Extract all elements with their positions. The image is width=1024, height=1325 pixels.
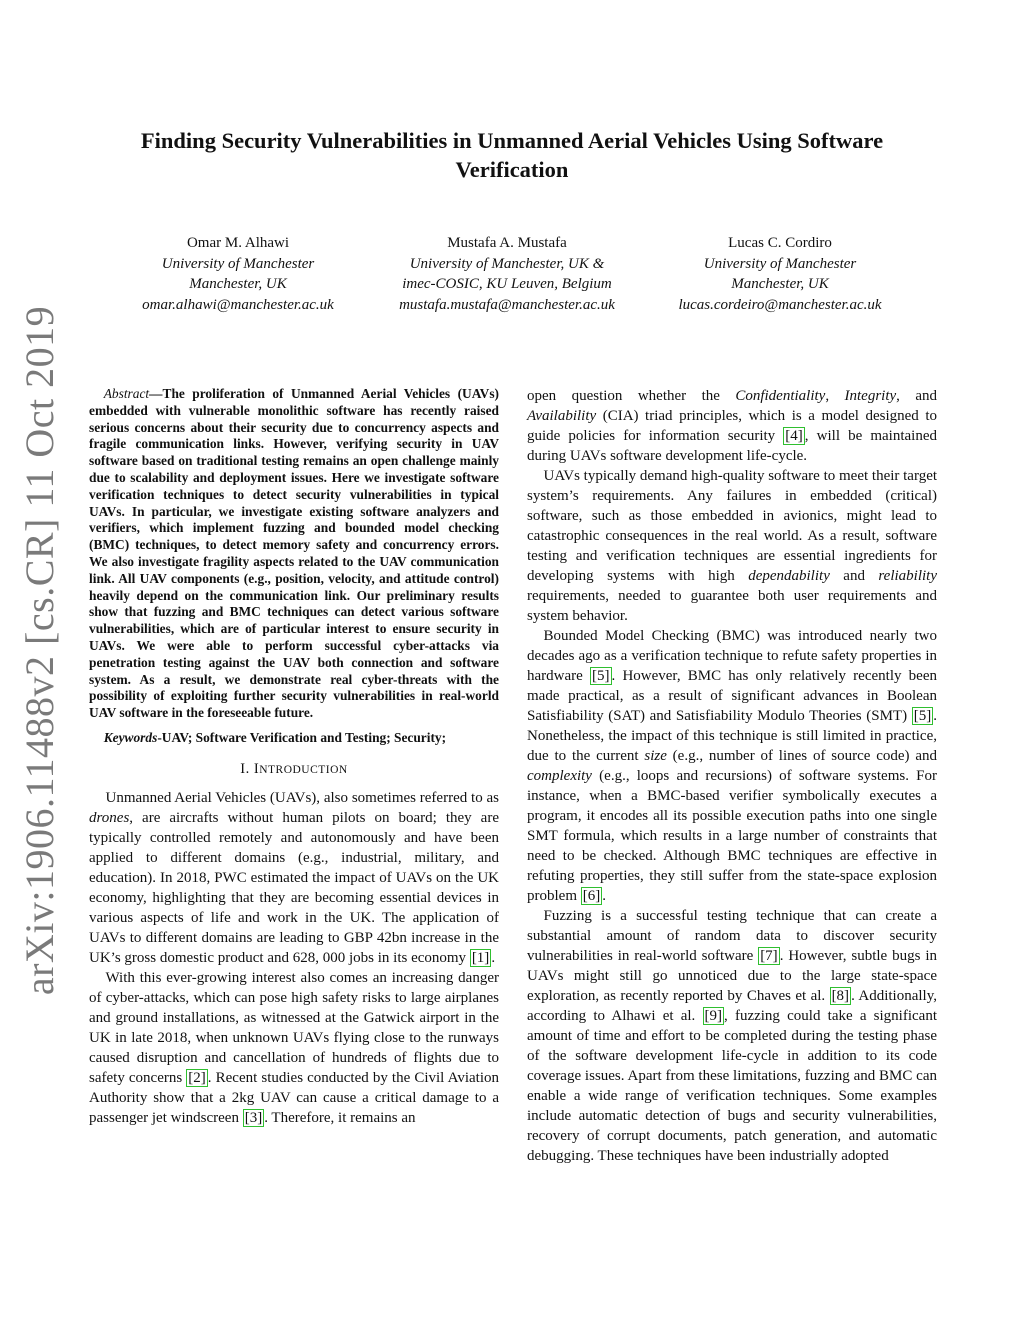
citation-link[interactable]: [2] bbox=[188, 1069, 206, 1086]
text-run: , are aircrafts without human pilots on board; they are typically controlled remotely and autonomously and have been applied to different domains (e.g., industrial, military, and education). In 2018, PWC estimated the impact of UAVs on the UK economy, highlighting that they are becoming essential devices in various aspects of life and work in the UK. The application of UAVs to different domains are leading to GBP 42bn increase in the UK’s gross domestic product and 628, 000 jobs in its economy bbox=[89, 809, 499, 966]
intro-paragraph-3 bbox=[527, 386, 937, 466]
text-run: and bbox=[829, 568, 879, 584]
citation-link[interactable]: [8] bbox=[831, 988, 850, 1004]
citation-link[interactable]: [5] bbox=[592, 668, 610, 684]
emphasis: size bbox=[644, 748, 667, 764]
intro-paragraph-4 bbox=[527, 466, 937, 626]
author-location: imec-COSIC, KU Leuven, Belgium bbox=[402, 276, 612, 292]
abstract-label: Abstract bbox=[103, 386, 150, 401]
author-location: Manchester, UK bbox=[189, 276, 287, 292]
right-column bbox=[527, 386, 937, 1166]
emphasis: Integrity bbox=[844, 388, 897, 404]
author-email[interactable]: mustafa.mustafa@manchester.ac.uk bbox=[399, 296, 615, 313]
text-run: . However, BMC has only relatively recently been made practical, as a result of significant advances in Boolean Satisfiability (SAT) and Satisfiability Modulo Theories (SMT) bbox=[527, 668, 937, 724]
text-run: (e.g., loops and recursions) of software systems. For instance, when a BMC-based verifier symbolically executes a program, it encodes all its possible execution paths into one single SMT formula, which results in a large number of constraints that need to be checked. Although BMC techniques are effective in refuting properties, they still suffer from the state-space explosion problem bbox=[527, 768, 937, 904]
intro-paragraph-6 bbox=[527, 906, 937, 1166]
citation-link[interactable]: [7] bbox=[760, 948, 778, 964]
keywords bbox=[89, 730, 499, 747]
author-affiliation: University of Manchester bbox=[703, 255, 857, 272]
section-title-rest: NTRODUCTION bbox=[259, 763, 348, 776]
text-run: . bbox=[491, 949, 496, 966]
text-run: . Nonetheless, the impact of this technique is still limited in practice, due to the current bbox=[527, 708, 937, 764]
emphasis: Confidentiality bbox=[735, 388, 826, 404]
intro-paragraph-2 bbox=[89, 968, 499, 1128]
author-name: Lucas C. Cordiro bbox=[728, 235, 832, 251]
paper-title: Finding Security Vulnerabilities in Unmanned Aerial Vehicles Using Software Verification bbox=[140, 128, 884, 182]
text-run: , bbox=[825, 388, 845, 404]
text-run: requirements, needed to guarantee both user requirements and system behavior. bbox=[527, 588, 937, 624]
author-name: Omar M. Alhawi bbox=[186, 235, 290, 251]
author-affiliation: University of Manchester, UK & bbox=[409, 255, 605, 272]
emphasis: reliability bbox=[878, 568, 937, 584]
text-run: . Therefore, it remains an bbox=[264, 1109, 416, 1126]
author-2 bbox=[376, 233, 638, 315]
citation-link[interactable]: [9] bbox=[704, 1008, 723, 1024]
text-run: , and bbox=[896, 388, 938, 404]
citation-link[interactable]: [1] bbox=[471, 949, 490, 966]
author-location: Manchester, UK bbox=[731, 276, 829, 292]
abstract-dash: — bbox=[149, 386, 163, 401]
text-run: . Recent studies conducted by the Civil Aviation Authority show that a 2kg UAV can cause a critical damage to a passenger jet windscreen bbox=[89, 1069, 499, 1126]
section-initial: I bbox=[253, 760, 260, 777]
keywords-label: Keywords bbox=[103, 729, 158, 745]
text-run: , fuzzing could take a significant amount of time and effort to be completed during the testing phase of the software development life-cycle in addition to its code coverage issues. Apart from these limitations, fuzzing and BMC can enable a wide range of verification techniques. Some examples include automatic detection of bugs and security vulnerabilities, recovery of corrupt documents, patch generation, and automatic debugging. These techniques have been industrially adopted bbox=[527, 1008, 937, 1164]
text-run: , will be maintained during UAVs software development life-cycle. bbox=[527, 428, 937, 464]
keywords-text: -UAV; Software Verification and Testing; Security; bbox=[157, 729, 447, 745]
citation-link[interactable]: [4] bbox=[785, 428, 803, 444]
text-run: . However, subtle bugs in UAVs might still go unnoticed due to the large state-space exploration, as recently reported by Chaves et al. bbox=[527, 948, 937, 1004]
arxiv-stamp-text: arXiv:1906.11488v2 [cs.CR] 11 Oct 2019 bbox=[17, 305, 63, 995]
author-1 bbox=[118, 233, 358, 315]
author-3 bbox=[658, 233, 902, 315]
abstract bbox=[89, 386, 499, 722]
emphasis: drones bbox=[89, 809, 130, 826]
text-run: Fuzzing is a successful testing technique that can create a substantial amount of random data to discover security vulnerabilities in real-world software bbox=[527, 908, 937, 964]
text-run: . Additionally, according to Alhawi et al. bbox=[527, 988, 937, 1024]
citation-link[interactable]: [5] bbox=[913, 708, 932, 724]
emphasis: complexity bbox=[527, 768, 592, 784]
section-numeral: I. bbox=[240, 760, 250, 777]
author-email[interactable]: lucas.cordeiro@manchester.ac.uk bbox=[678, 296, 882, 313]
text-run: open question whether the bbox=[527, 388, 736, 404]
text-run: Unmanned Aerial Vehicles (UAVs), also sometimes referred to as bbox=[105, 789, 499, 806]
text-run: With this ever-growing interest also comes an increasing danger of cyber-attacks, which can pose high safety risks to large airplanes and ground installations, as witnessed at the Gatwick airport in the UK in late 2018, when unknown UAVs flying close to the runways caused disruption and cancellation of hundreds of flights due to safety concerns bbox=[89, 969, 499, 1086]
author-affiliation: University of Manchester bbox=[161, 255, 315, 272]
intro-paragraph-5 bbox=[527, 626, 937, 906]
author-email[interactable]: omar.alhawi@manchester.ac.uk bbox=[142, 296, 334, 313]
citation-link[interactable]: [6] bbox=[582, 888, 601, 904]
abstract-text: The proliferation of Unmanned Aerial Vehicles (UAVs) embedded with vulnerable monolithic software has recently raised serious concerns about their security due to concurrency aspects and fragile communication links. However, verifying security in UAV software based on traditional testing remains an open challenge mainly due to scalability and deployment issues. Here we investigate software verification techniques to detect security vulnerabilities in typical UAVs. In particular, we investigate existing software analyzers and verifiers, which implement fuzzing and bounded model checking (BMC) techniques, to detect memory safety and concurrency errors. We also investigate fragility aspects related to the UAV communication link. All UAV components (e.g., position, velocity, and attitude control) heavily depend on the communication link. Our preliminary results show that fuzzing and BMC techniques can detect various software vulnerabilities, which are of particular interest to ensure security in UAVs. We were able to perform successful cyber-attacks via penetration testing against the UAV both connection and software system. As a result, we demonstrate real cyber-threats with the possibility of exploiting further security vulnerabilities in real-world UAV software in the foreseeable future. bbox=[89, 386, 499, 721]
emphasis: Availability bbox=[527, 408, 597, 424]
author-name: Mustafa A. Mustafa bbox=[447, 235, 567, 251]
emphasis: dependability bbox=[748, 568, 830, 584]
arxiv-identifier-stamp bbox=[0, 305, 80, 995]
text-run: Bounded Model Checking (BMC) was introduced nearly two decades ago as a verification technique to refute safety properties in hardware bbox=[527, 628, 937, 684]
text-run: UAVs typically demand high-quality software to meet their target system’s requirements. Any failures in embedded (critical) software, such as those embedded in avionics, might lead to catastrophic consequences in the real world. As a result, software testing and verification techniques are essential ingredients for developing systems with high bbox=[527, 468, 938, 584]
intro-paragraph-1 bbox=[89, 788, 499, 968]
left-column bbox=[89, 386, 499, 1128]
section-heading-introduction bbox=[89, 759, 499, 780]
citation-link[interactable]: [3] bbox=[244, 1109, 263, 1126]
text-run: (e.g., number of lines of source code) and bbox=[666, 748, 937, 764]
text-run: . bbox=[602, 888, 606, 904]
text-run: (CIA) triad principles, which is a model designed to guide policies for information security bbox=[527, 408, 937, 444]
